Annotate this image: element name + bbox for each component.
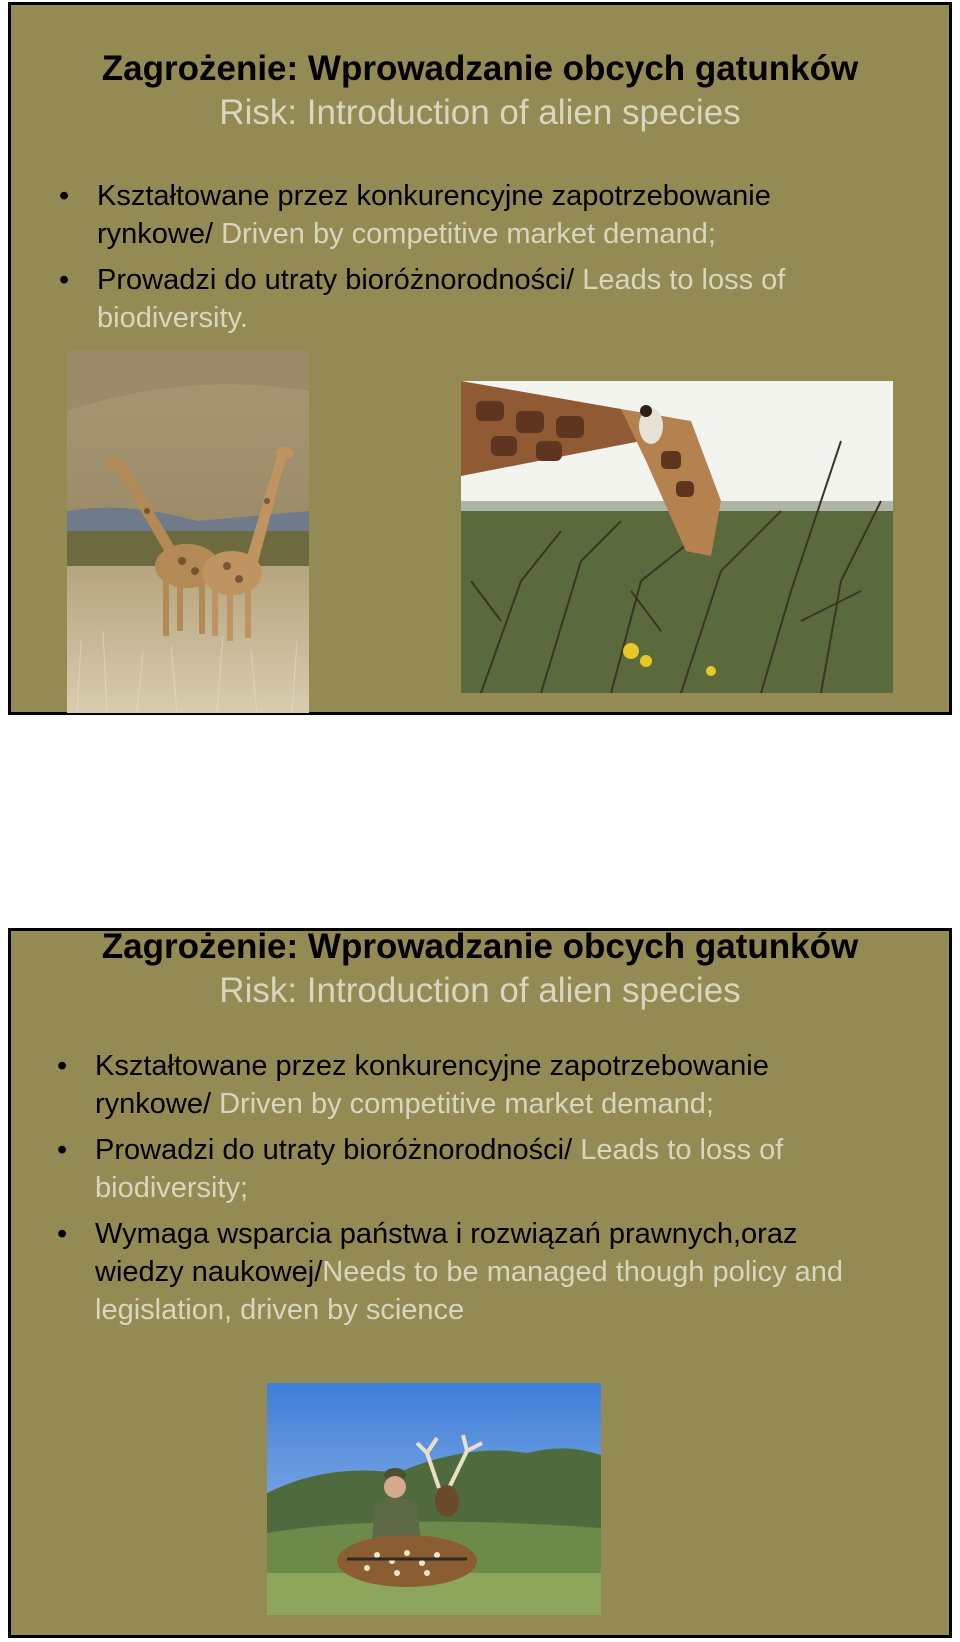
giraffes-grassland-image	[67, 351, 309, 713]
hunter-deer-photo	[267, 1383, 601, 1615]
bullet-item	[59, 1131, 879, 1207]
bullet-item	[61, 261, 881, 337]
bullet-icon: •	[59, 264, 70, 296]
bullet-text-polish: Kształtowane przez konkurencyjne zapotrzebowanie rynkowe/	[97, 180, 771, 250]
bullet-text-polish: Prowadzi do utraty bioróżnorodności/	[95, 1134, 581, 1166]
bullet-text-english: Needs to be managed though policy and legislation, driven by science	[95, 1256, 844, 1326]
bullet-list	[59, 1047, 879, 1337]
bullet-icon: •	[59, 180, 70, 212]
slide-1	[8, 2, 952, 715]
slide-title-english: Risk: Introduction of alien species	[219, 971, 741, 1010]
bullet-text-english: Leads to loss of biodiversity.	[97, 264, 786, 334]
bullet-item	[61, 177, 881, 253]
bullet-list	[61, 177, 881, 345]
bullet-icon: •	[57, 1134, 68, 1166]
bullet-text-polish: Prowadzi do utraty bioróżnorodności/	[97, 264, 583, 296]
bullet-text-polish: Kształtowane przez konkurencyjne zapotrzebowanie rynkowe/	[95, 1050, 769, 1120]
bullet-text-english: Driven by competitive market demand;	[219, 1088, 714, 1120]
slide-title-polish: Zagrożenie: Wprowadzanie obcych gatunków	[101, 927, 859, 966]
hunter-deer-image	[267, 1383, 601, 1615]
slide-title-english: Risk: Introduction of alien species	[219, 93, 741, 132]
giraffe-acacia-image	[461, 381, 893, 693]
bullet-text-polish: Wymaga wsparcia państwa i rozwiązań prawnych,oraz wiedzy naukowej/	[95, 1218, 798, 1288]
slide-2	[8, 928, 952, 1638]
bullet-text-english: Leads to loss of biodiversity;	[95, 1134, 784, 1204]
bullet-item	[59, 1215, 879, 1329]
giraffe-acacia-photo	[461, 381, 893, 693]
bullet-icon: •	[57, 1050, 68, 1082]
bullet-item	[59, 1047, 879, 1123]
giraffes-grassland-photo	[67, 351, 309, 713]
bullet-text-english: Driven by competitive market demand;	[221, 218, 716, 250]
slide-title-polish: Zagrożenie: Wprowadzanie obcych gatunków	[101, 49, 859, 88]
bullet-icon: •	[57, 1218, 68, 1250]
